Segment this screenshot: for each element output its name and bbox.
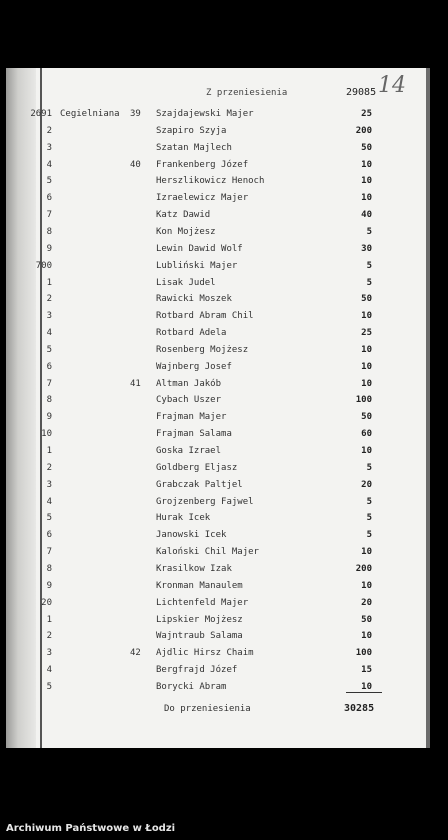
entry-number: 2: [46, 125, 52, 136]
person-name: Grabczak Paltjel: [156, 479, 243, 490]
table-row: [6, 157, 430, 173]
amount: 100: [355, 395, 372, 406]
entry-number: 2: [46, 294, 52, 305]
amount: 10: [361, 580, 372, 591]
table-row: [6, 527, 430, 543]
entry-number: 4: [46, 496, 52, 507]
entry-number: 2691: [30, 109, 52, 119]
amount: 10: [361, 176, 372, 187]
person-name: Frajman Salama: [156, 429, 232, 440]
table-row: [6, 173, 430, 189]
entry-number: 4: [46, 159, 52, 170]
amount: 10: [361, 378, 372, 389]
table-row: [6, 561, 430, 577]
person-name: Hurak Icek: [156, 513, 211, 524]
entry-number: 6: [46, 530, 52, 541]
entry-number: 2: [46, 462, 52, 473]
table-row: [6, 426, 430, 442]
amount: 10: [361, 311, 372, 322]
person-name: Wajntraub Salama: [156, 631, 243, 642]
amount: 10: [361, 547, 372, 558]
house-number: 42: [130, 648, 141, 659]
person-name: Kon Mojżesz: [156, 226, 216, 237]
entry-number: 7: [46, 547, 52, 558]
amount: 100: [355, 648, 372, 659]
entry-number: 2: [46, 631, 52, 642]
person-name: Szatan Majlech: [156, 142, 232, 153]
amount: 15: [361, 665, 372, 676]
table-row: [6, 477, 430, 493]
table-row: [6, 409, 430, 425]
table-row: [6, 460, 430, 476]
person-name: Kaloński Chil Majer: [156, 547, 259, 558]
entry-number: 8: [46, 395, 52, 406]
amount: 5: [366, 277, 372, 288]
entry-number: 6: [46, 193, 52, 204]
entry-number: 700: [35, 260, 52, 271]
table-row: [6, 106, 430, 122]
person-name: Bergfrajd Józef: [156, 665, 238, 676]
person-name: Szapiro Szyja: [156, 125, 227, 136]
table-row: [6, 645, 430, 661]
person-name: Cybach Uszer: [156, 395, 222, 406]
amount: 50: [361, 294, 372, 305]
table-row: [6, 662, 430, 678]
table-row: [6, 612, 430, 628]
entry-number: 5: [46, 344, 52, 355]
amount: 50: [361, 412, 372, 423]
amount: 50: [361, 142, 372, 153]
entry-number: 5: [46, 176, 52, 187]
person-name: Janowski Icek: [156, 530, 227, 541]
amount: 200: [355, 125, 372, 136]
table-row: [6, 325, 430, 341]
person-name: Goldberg Eljasz: [156, 462, 238, 473]
person-name: Herszlikowicz Henoch: [156, 176, 265, 187]
person-name: Lubliński Majer: [156, 260, 238, 271]
entry-number: 1: [46, 614, 52, 625]
table-row: [6, 241, 430, 257]
person-name: Lichtenfeld Majer: [156, 597, 249, 608]
entry-number: 8: [46, 226, 52, 237]
amount: 50: [361, 614, 372, 625]
amount: 10: [361, 446, 372, 456]
person-name: Lipskier Mojżesz: [156, 614, 243, 625]
amount: 30: [361, 243, 372, 254]
entry-number: 20: [41, 597, 52, 608]
person-name: Katz Dawid: [156, 210, 211, 221]
table-row: [6, 224, 430, 240]
person-name: Grojzenberg Fajwel: [156, 496, 254, 507]
amount: 10: [361, 361, 372, 372]
amount: 60: [361, 429, 372, 440]
entry-number: 3: [46, 648, 52, 659]
entry-number: 6: [46, 361, 52, 372]
person-name: Rotbard Adela: [156, 328, 227, 339]
table-row: [6, 207, 430, 223]
person-name: Ajdlic Hirsz Chaim: [156, 648, 254, 659]
entry-number: 1: [46, 277, 52, 288]
person-name: Frajman Majer: [156, 412, 227, 423]
person-name: Szajdajewski Majer: [156, 109, 254, 119]
entry-number: 3: [46, 479, 52, 490]
amount: 5: [366, 226, 372, 237]
entry-number: 4: [46, 665, 52, 676]
entry-number: 9: [46, 243, 52, 254]
person-name: Rotbard Abram Chil: [156, 311, 254, 322]
amount: 10: [361, 631, 372, 642]
table-row: [6, 376, 430, 392]
entry-number: 4: [46, 328, 52, 339]
entry-number: 3: [46, 311, 52, 322]
person-name: Kronman Manaulem: [156, 580, 243, 591]
amount: 5: [366, 530, 372, 541]
entry-number: 10: [41, 429, 52, 440]
person-name: Izraelewicz Majer: [156, 193, 249, 204]
entry-number: 1: [46, 446, 52, 456]
person-name: Rosenberg Mojżesz: [156, 344, 249, 355]
person-name: Lewin Dawid Wolf: [156, 243, 243, 254]
street-name: Cegielniana: [60, 109, 120, 119]
carried-over-label: Z przeniesienia: [206, 88, 288, 98]
table-row: [6, 275, 430, 291]
house-number: 40: [130, 159, 141, 170]
table-row: [6, 308, 430, 324]
person-name: Lisak Judel: [156, 277, 216, 288]
entry-number: 5: [46, 513, 52, 524]
entry-number: 3: [46, 142, 52, 153]
person-name: Rawicki Moszek: [156, 294, 232, 305]
table-row: [6, 123, 430, 139]
table-row: [6, 392, 430, 408]
table-row: [6, 578, 430, 594]
amount: 5: [366, 513, 372, 524]
house-number: 41: [130, 378, 141, 389]
person-name: Wajnberg Josef: [156, 361, 232, 372]
entry-number: 8: [46, 563, 52, 574]
amount: 20: [361, 479, 372, 490]
carried-over-total: 29085: [346, 87, 377, 98]
table-row: [6, 190, 430, 206]
person-name: Frankenberg Józef: [156, 159, 249, 170]
entry-number: 7: [46, 210, 52, 221]
amount: 20: [361, 597, 372, 608]
carry-forward-label: Do przeniesienia: [164, 704, 251, 714]
amount: 5: [366, 462, 372, 473]
amount: 25: [361, 109, 372, 119]
table-row: [6, 342, 430, 358]
table-row: [6, 544, 430, 560]
amount: 5: [366, 496, 372, 507]
table-row: [6, 595, 430, 611]
amount: 40: [361, 210, 372, 221]
amount: 5: [366, 260, 372, 271]
amount: 10: [361, 681, 372, 692]
person-name: Altman Jakób: [156, 378, 222, 389]
total-underline: [346, 692, 382, 693]
amount: 10: [361, 193, 372, 204]
table-row: [6, 628, 430, 644]
carry-forward-total: 30285: [344, 703, 375, 714]
amount: 10: [361, 159, 372, 170]
entry-number: 9: [46, 412, 52, 423]
archive-watermark: Archiwum Państwowe w Łodzi: [6, 823, 176, 834]
table-row: [6, 140, 430, 156]
person-name: Krasilkow Izak: [156, 563, 232, 574]
entry-number: 9: [46, 580, 52, 591]
amount: 25: [361, 328, 372, 339]
table-row: [6, 359, 430, 375]
house-number: 39: [130, 109, 141, 119]
ledger-page: [6, 68, 430, 748]
handwritten-page-number: 14: [378, 73, 406, 98]
person-name: Goska Izrael: [156, 446, 222, 456]
table-row: [6, 510, 430, 526]
person-name: Borycki Abram: [156, 681, 227, 692]
table-row: [6, 291, 430, 307]
entry-number: 5: [46, 681, 52, 692]
table-row: [6, 258, 430, 274]
table-row: [6, 494, 430, 510]
amount: 200: [355, 563, 372, 574]
table-row: [6, 443, 430, 459]
amount: 10: [361, 344, 372, 355]
entry-number: 7: [46, 378, 52, 389]
